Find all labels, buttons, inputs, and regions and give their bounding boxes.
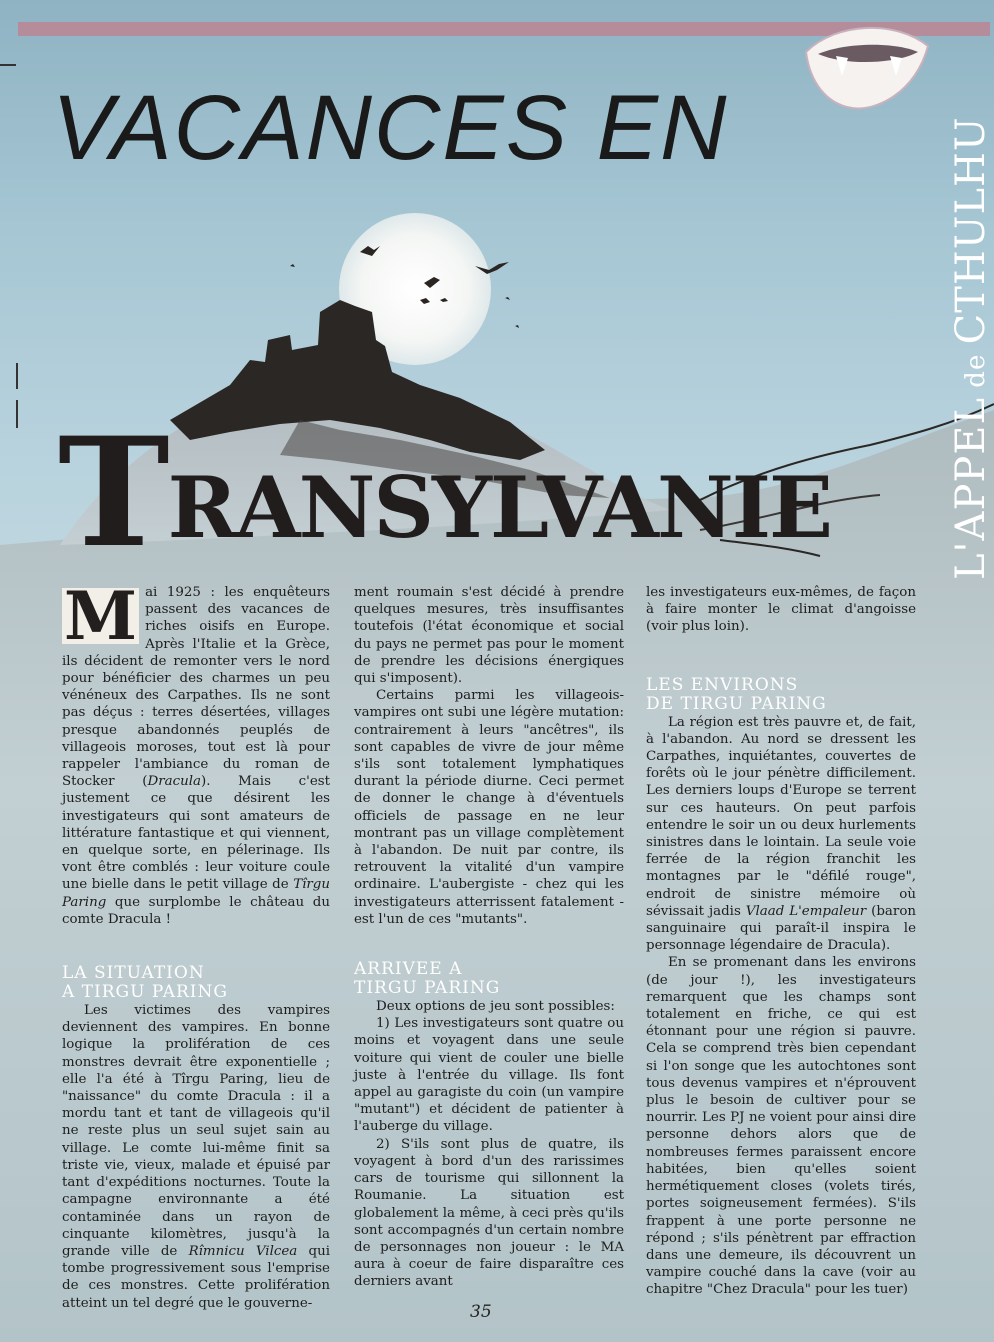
paragraph: En se promenant dans les environs (de jour !), les investigateurs remarquent que les champs sont totalement en friche, ce qui est étonnant pour une région si pauvre. Cela se comprend très bien cependant si l'on songe que les autochtones sont tous devenus vampires et n'éprouvent plus le besoin de cultiver pour se nourrir. Les PJ ne voient pour ainsi dire personne dehors alors que de nombreuses fermes paraissent encore habitées, bien qu'elles soient hermétiquement closes (volets tirés, portes soigneusement fermées). S'ils frappent à une porte personne ne répond ; s'ils pénètrent par effraction dans une demeure, ils découvrent un vampire couché dans la cave (voir au chapitre "Chez Dracula" pour les tuer) bbox=[646, 955, 916, 1298]
paragraph: La région est très pauvre et, de fait, à l'abandon. Au nord se dressent les Carpathes, inquiétantes, couvertes de forêts où le jour pénètre difficilement. Les derniers loups d'Europe se terrent sur ces hauteurs. On peut parfois entendre le soir un ou deux hurlements sinistres dans le lointain. La seule voie ferrée de la région franchit les montagnes par le "défilé rouge", endroit de sinistre mémoire où sévissait jadis Vlaad L'empaleur (baron sanguinaire qui paraît-il inspira le personnage légendaire de Dracula). bbox=[646, 714, 917, 954]
drop-cap: M bbox=[64, 577, 138, 655]
paragraph: ment roumain s'est décidé à prendre quelques mesures, très insuffisantes toutefois (l'état économique et social du pays ne permet pas pour le moment de prendre les décisions énergiques qui s'imposent). bbox=[354, 585, 624, 687]
column-2 bbox=[354, 584, 624, 1291]
title-initial: T bbox=[58, 405, 168, 581]
paragraph: 1) Les investigateurs sont quatre ou moins et voyagent dans une seule voiture qui vient de couler une bielle juste à l'entrée du village. Ils font appel au garagiste du coin (un vampire "mutant") et décident de patienter à l'auberge du village. bbox=[354, 1016, 624, 1135]
main-title: VACANCES EN bbox=[52, 77, 729, 179]
paragraph: Deux options de jeu sont possibles: bbox=[376, 999, 615, 1015]
section-heading: ARRIVEE A TIRGU PARING bbox=[354, 959, 501, 999]
vampire-mouth-icon bbox=[796, 12, 936, 122]
paragraph: Les victimes des vampires deviennent des vampires. En bonne logique la prolifération de ces monstres devrait être exponentielle ; elle l'a été à Tîrgu Paring, lieu de "naissance" du comte Dracula : il a mordu tant et tant de villageois qu'il ne reste plus un seul sujet sain au village. Le comte lui-même finit sa triste vie, vieux, malade et épuisé par tant d'expéditions nocturnes. Toute la campagne environnante a été contaminée dans un rayon de cinquante kilomètres, jusqu'à la grande ville de Rîmnicu Vilcea qui tombe progressivement sous l'emprise de ces monstres. Cette prolifération atteint un tel degré que le gouverne- bbox=[62, 1003, 330, 1311]
section-heading: LES ENVIRONS DE TIRGU PARING bbox=[646, 674, 827, 714]
series-logo: L'APPEL de CTHULHU bbox=[948, 116, 994, 580]
column-3 bbox=[646, 584, 916, 1299]
column-1: M ai 1925 : les enquêteurs passent des vacances de riches oisifs en Europe. Après l'Italie et la Grèce, ils décident de remonter vers le nord pour bénéficier des charmes un peu vénéneux des Carpathes. Ils ne sont pas déçus : terres désertées, villages presque abandonnés peuplés de villageois moroses, tout est là pour rappeler l'ambiance du roman de Stocker (Dracula). Mais c'est justement ce que désirent les investigateurs qui sont amateurs de littérature fantastique et qui viennent, en quelque sorte, en pélerinage. Ils vont être comblés : leur voiture coule une bielle dans le petit village de Tîrgu Paring que surplombe le château du comte Dracula ! LA SITUATION A TIRGU PARING Les victimes des vampires deviennent des vampires. En bonne logique la prolifération de ces monstres devrait être exponentielle ; elle l'a été à Tîrgu Paring, lieu de "naissance" du comte Dracula : il a mordu tant et tant de villageois qu'il ne reste plus un seul sujet sain au village. Le comte lui-même finit sa triste vie, vieux, malade et épuisé par tant d'expéditions nocturnes. Toute la campagne environnante a été contaminée dans un rayon de cinquante kilomètres, jusqu'à la grande ville de Rîmnicu Vilcea qui tombe progressivement sous l'emprise de ces monstres. Cette prolifération atteint un tel degré que le gouverne- bbox=[62, 577, 330, 1311]
section-heading: LA SITUATION A TIRGU PARING bbox=[62, 963, 228, 1003]
paragraph: les investigateurs eux-mêmes, de façon à faire monter le climat d'angoisse (voir plus loin). bbox=[646, 585, 916, 635]
paragraph: 2) S'ils sont plus de quatre, ils voyagent à bord d'un des rarissimes cars de tourisme qui sillonnent la Roumanie. La situation est globalement la même, à ceci près qu'ils sont accompagnés d'un certain nombre de personnages non joueur : le MA aura à coeur de faire disparaître ces derniers avant bbox=[354, 1136, 624, 1290]
paragraph: Certains parmi les villageois- vampires ont subi une légère mutation: contrairement à leurs "ancêtres", ils sont capables de vivre de jour même s'ils sont totalement lymphatiques durant la période diurne. Ceci permet de donner le change à d'éventuels officiels de passage en ne leur montrant pas un village complètement à l'abandon. De nuit par contre, ils retrouvent la vitalité d'un vampire ordinaire. L'aubergiste - chez qui les investigateurs atterrissent fatalement - est l'un de ces "mutants". bbox=[354, 688, 624, 927]
page-number: 35 bbox=[470, 1302, 492, 1322]
subtitle-gothic bbox=[58, 405, 832, 581]
title-rest: RANSYLVANIE bbox=[167, 458, 832, 557]
